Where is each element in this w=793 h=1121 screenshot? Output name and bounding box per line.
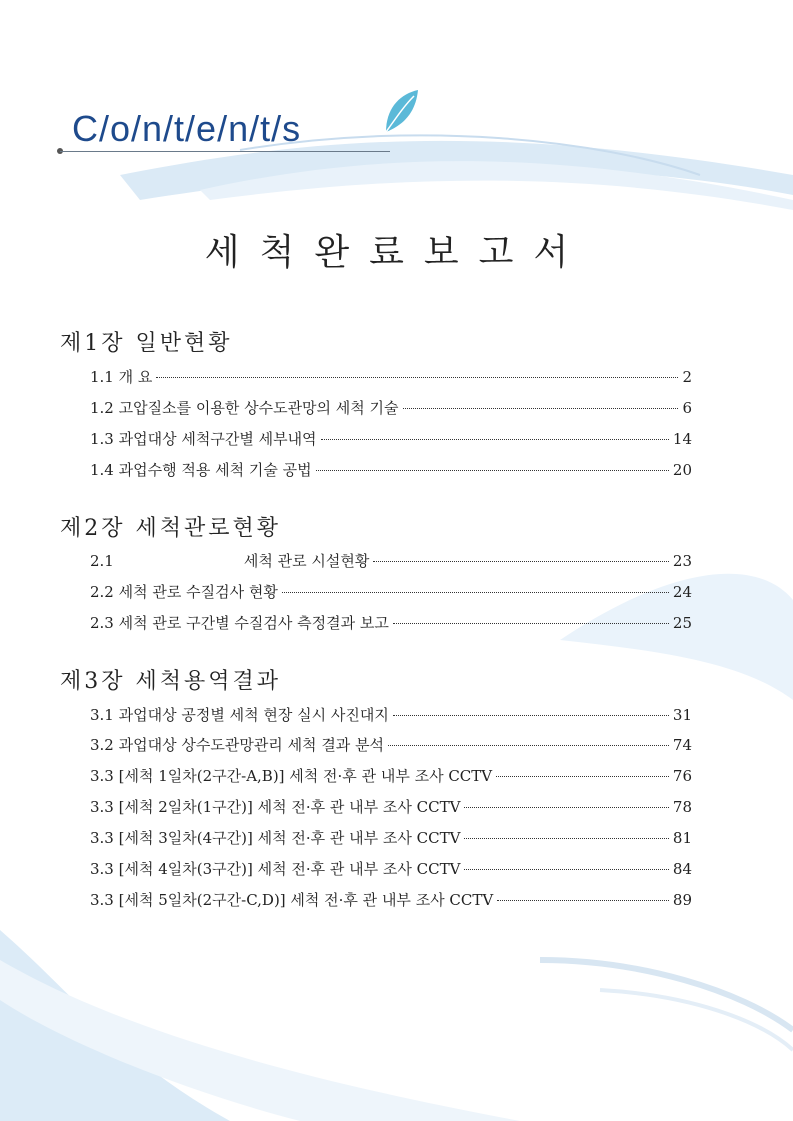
toc-entry[interactable]	[90, 550, 692, 572]
toc-number: 2.3	[90, 614, 114, 632]
toc-leader	[282, 592, 669, 593]
toc-entry[interactable]	[90, 765, 692, 787]
contents-logo: C/o/n/t/e/n/t/s	[72, 108, 302, 149]
toc-leader	[321, 439, 669, 440]
toc-entry[interactable]	[90, 734, 692, 756]
toc-label: [세척 3일차(4구간)] 세척 전·후 관 내부 조사 CCTV	[118, 829, 461, 847]
toc-label: [세척 2일차(1구간)] 세척 전·후 관 내부 조사 CCTV	[118, 798, 461, 816]
chapter-3-title: 제3장 세척용역결과	[60, 669, 282, 694]
toc-number: 1.1	[90, 368, 114, 386]
toc-page: 24	[672, 583, 692, 601]
toc-number: 3.3	[90, 798, 114, 816]
toc-label: 세척 관로 시설현황	[243, 552, 370, 570]
toc-entry[interactable]	[90, 612, 692, 634]
toc-number: 2.2	[90, 583, 114, 601]
toc-label: 과업대상 상수도관망관리 세척 결과 분석	[118, 736, 385, 754]
toc-label: 세척 관로 구간별 수질검사 측정결과 보고	[118, 614, 389, 632]
toc-label: 과업대상 공정별 세척 현장 실시 사진대지	[118, 706, 389, 724]
toc-page: 23	[672, 552, 692, 570]
toc-label: 과업수행 적용 세척 기술 공법	[118, 461, 312, 479]
toc-page: 76	[672, 767, 692, 785]
document-title: 세척완료보고서	[204, 232, 589, 273]
toc-leader	[373, 561, 669, 562]
toc-page: 20	[672, 461, 692, 479]
toc-page: 89	[672, 891, 692, 909]
toc-number: 2.1	[90, 552, 114, 570]
toc-page: 14	[672, 430, 692, 448]
toc-entry[interactable]	[90, 704, 692, 726]
toc-page: 2	[682, 368, 692, 386]
toc-leader	[393, 623, 669, 624]
toc-page: 6	[682, 399, 692, 417]
toc-number: 1.4	[90, 461, 114, 479]
leaf-icon	[380, 88, 420, 136]
toc-entry[interactable]	[90, 796, 692, 818]
toc-number: 3.1	[90, 706, 114, 724]
bottom-swoosh-2	[600, 990, 793, 1050]
toc-entry[interactable]	[90, 827, 692, 849]
toc-page: 74	[672, 736, 692, 754]
toc-entry[interactable]	[90, 581, 692, 603]
logo-underline	[60, 151, 390, 152]
toc-label: [세척 5일차(2구간-C,D)] 세척 전·후 관 내부 조사 CCTV	[118, 891, 494, 909]
toc-leader	[464, 807, 668, 808]
toc-leader	[464, 869, 668, 870]
toc-leader	[496, 776, 669, 777]
toc-page: 81	[672, 829, 692, 847]
toc-number: 1.3	[90, 430, 114, 448]
toc-number: 3.3	[90, 891, 114, 909]
toc-number: 3.2	[90, 736, 114, 754]
toc-label: 고압질소를 이용한 상수도관망의 세척 기술	[118, 399, 399, 417]
toc-page: 25	[672, 614, 692, 632]
toc-label: 개 요	[118, 368, 153, 386]
toc-page: 78	[672, 798, 692, 816]
toc-page: 31	[672, 706, 692, 724]
toc-label: 과업대상 세척구간별 세부내역	[118, 430, 317, 448]
toc-entry[interactable]	[90, 459, 692, 481]
toc-entry[interactable]	[90, 428, 692, 450]
toc-entry[interactable]	[90, 858, 692, 880]
bottom-swoosh	[540, 960, 793, 1030]
toc-leader	[316, 470, 669, 471]
chapter-2-title: 제2장 세척관로현황	[60, 516, 282, 541]
toc-entry[interactable]	[90, 397, 692, 419]
toc-number: 3.3	[90, 860, 114, 878]
toc-number: 3.3	[90, 767, 114, 785]
toc-number: 1.2	[90, 399, 114, 417]
toc-leader	[388, 745, 669, 746]
toc-label: 세척 관로 수질검사 현황	[118, 583, 278, 601]
toc-leader	[497, 900, 669, 901]
toc-leader	[393, 715, 669, 716]
toc-leader	[464, 838, 668, 839]
toc-page: 84	[672, 860, 692, 878]
toc-label: [세척 4일차(3구간)] 세척 전·후 관 내부 조사 CCTV	[118, 860, 461, 878]
toc-entry[interactable]	[90, 889, 692, 911]
chapter-1-title: 제1장 일반현황	[60, 331, 233, 356]
toc-leader	[156, 377, 678, 378]
toc-label: [세척 1일차(2구간-A,B)] 세척 전·후 관 내부 조사 CCTV	[118, 767, 493, 785]
toc-number: 3.3	[90, 829, 114, 847]
toc-entry[interactable]	[90, 366, 692, 388]
toc-leader	[403, 408, 679, 409]
